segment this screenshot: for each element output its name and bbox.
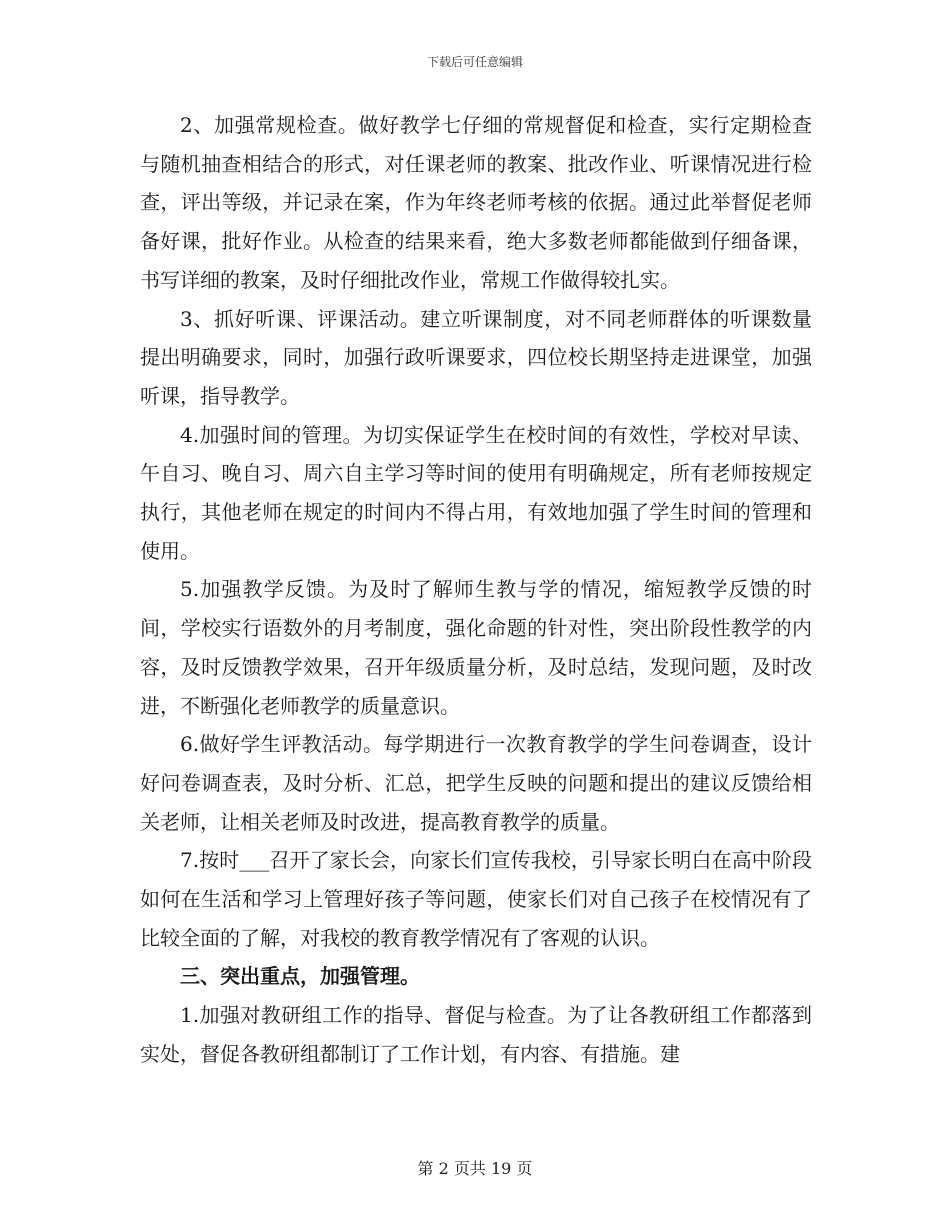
paragraph-teaching-research: 1.加强对教研组工作的指导、督促与检查。为了让各教研组工作都落到实处，督促各教研组都制订了工作计划，有内容、有措施。建 xyxy=(140,1003,812,1066)
paragraph-student-evaluation: 6.做好学生评教活动。每学期进行一次教育教学的学生问卷调查，设计好问卷调查表，及时分析、汇总，把学生反映的问题和提出的建议反馈给相关老师，让相关老师及时改进，提高教育教学的质量。 xyxy=(140,732,812,834)
paragraph-time-management: 4.加强时间的管理。为切实保证学生在校时间的有效性，学校对早读、午自习、晚自习、周六自主学习等时间的使用有明确规定，所有老师按规定执行，其他老师在规定的时间内不得占用，有效地加强了学生时间的管理和使用。 xyxy=(140,422,812,563)
document-body xyxy=(140,106,812,1074)
page-number: 第 2 页共 19 页 xyxy=(417,1159,533,1178)
paragraph-lesson-observation: 3、抓好听课、评课活动。建立听课制度，对不同老师群体的听课数量提出明确要求，同时，加强行政听课要求，四位校长期坚持走进课堂，加强听课，指导教学。 xyxy=(140,306,812,408)
paragraph-teaching-feedback: 5.加强教学反馈。为及时了解师生教与学的情况，缩短教学反馈的时间，学校实行语数外的月考制度，强化命题的针对性，突出阶段性教学的内容，及时反馈教学效果，召开年级质量分析，及时总结，发现问题，及时改进，不断强化老师教学的质量意识。 xyxy=(140,577,812,718)
page-header: 下载后可任意编辑 xyxy=(426,55,523,69)
paragraph-routine-inspection: 2、加强常规检查。做好教学七仔细的常规督促和检查，实行定期检查与随机抽查相结合的形式，对任课老师的教案、批改作业、听课情况进行检查，评出等级，并记录在案，作为年终老师考核的依据。通过此举督促老师备好课，批好作业。从检查的结果来看，绝大多数老师都能做到仔细备课，书写详细的教案，及时仔细批改作业，常规工作做得较扎实。 xyxy=(140,113,812,292)
section-heading: 三、突出重点，加强管理。 xyxy=(180,964,420,989)
paragraph-parent-meeting: 7.按时___召开了家长会，向家长们宣传我校，引导家长明白在高中阶段如何在生活和学习上管理好孩子等问题，使家长们对自己孩子在校情况有了比较全面的了解，对我校的教育教学情况有了客观的认识。 xyxy=(140,848,812,950)
